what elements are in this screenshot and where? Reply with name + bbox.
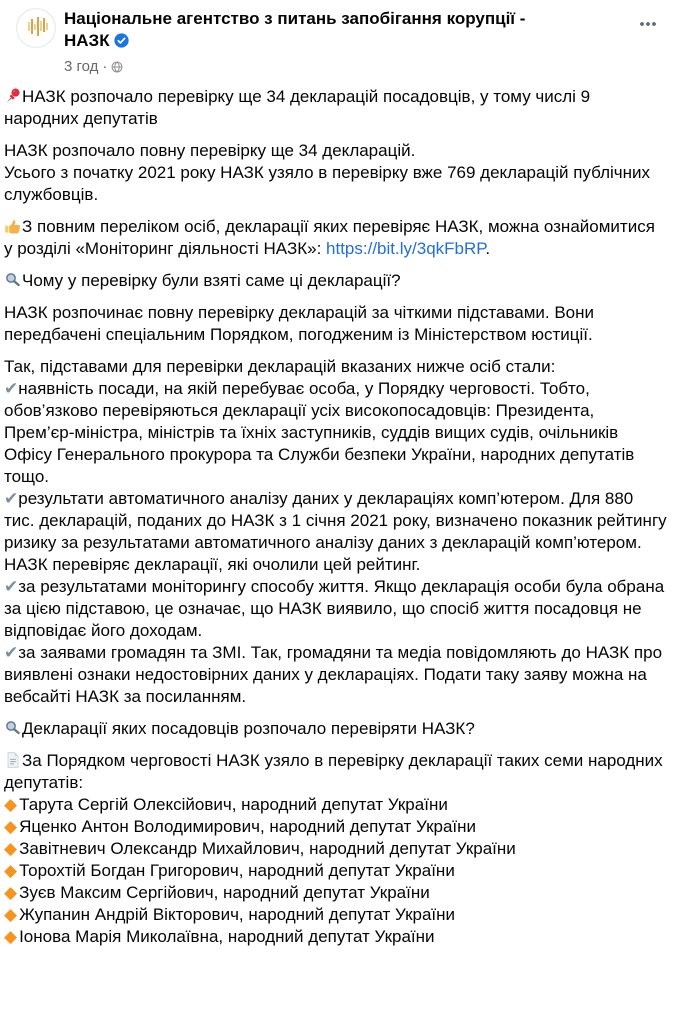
post-text: З повним переліком осіб, декларації яких перевіряє НАЗК, можна ознайомитися у розділі «Моніторинг діяльності НАЗК»: — [4, 217, 655, 258]
post-text: НАЗК розпочинає повну перевірку декларацій за чіткими підставами. Вони передбачені спеціальним Порядком, погодженим із Міністерством юстиції. — [4, 303, 595, 344]
magnifier-icon — [4, 719, 22, 737]
post-line — [4, 86, 668, 130]
post-text: наявність посади, на якій перебуває особа, у Порядку черговості. Тобто, обов’язково перевіряються декларації усіх високопосадовців: Президента, Прем’єр-міністра, міністрів та їхніх заступників, суддів вищих судів, очільників Офісу Генерального прокурора та Служби безпеки України, народних депутатів тощо. — [4, 379, 635, 486]
post-line — [4, 216, 668, 260]
header-info — [64, 8, 630, 76]
orange-diamond-icon: ◆ — [4, 927, 18, 947]
post-line — [4, 302, 668, 346]
post-paragraph — [4, 302, 668, 346]
post-link[interactable]: https://bit.ly/3qkFbRP — [326, 239, 486, 258]
post-line — [4, 356, 668, 378]
post-text: Декларації яких посадовців розпочало перевіряти НАЗК? — [22, 719, 475, 738]
post-line — [4, 816, 668, 838]
thumbs-up-icon — [4, 217, 22, 235]
magnifier-icon — [4, 271, 22, 289]
orange-diamond-icon: ◆ — [4, 905, 18, 925]
check-mark-icon: ✔ — [4, 577, 19, 597]
post-text: Іонова Марія Миколаївна, народний депутат України — [19, 927, 435, 946]
post-body — [0, 78, 674, 948]
post-text: Чому у перевірку були взяті саме ці декларації? — [22, 271, 401, 290]
verified-badge-icon — [114, 32, 129, 54]
post-text: Тарута Сергій Олексійович, народний депутат України — [19, 795, 448, 814]
check-mark-icon: ✔ — [4, 379, 19, 399]
globe-icon — [111, 61, 123, 73]
post-text: Жупанин Андрій Вікторович, народний депутат України — [19, 905, 456, 924]
post-text: результати автоматичного аналізу даних у деклараціях комп’ютером. Для 880 тис. декларацій, поданих до НАЗК з 1 січня 2021 року, визначено показник рейтингу ризику за результатами автоматичного аналізу даних з декларацій комп’ютером. НАЗК перевіряє декларації, які очолили цей рейтинг. — [4, 489, 667, 574]
post-text: Торохтій Богдан Григорович, народний депутат України — [19, 861, 455, 880]
check-mark-icon: ✔ — [4, 643, 19, 663]
post-paragraph — [4, 718, 668, 740]
post-line — [4, 794, 668, 816]
timestamp[interactable]: 3 год — [64, 58, 99, 75]
post-paragraph — [4, 356, 668, 708]
orange-diamond-icon: ◆ — [4, 795, 18, 815]
post-line — [4, 642, 668, 708]
post-line — [4, 904, 668, 926]
post-text: НАЗК розпочало повну перевірку ще 34 декларацій. — [4, 141, 416, 160]
post-paragraph — [4, 750, 668, 948]
more-options-icon — [638, 21, 658, 38]
post-text: Завітневич Олександр Михайлович, народний депутат України — [19, 839, 516, 858]
orange-diamond-icon: ◆ — [4, 839, 18, 859]
post-paragraph — [4, 86, 668, 130]
nazk-logo-icon — [16, 8, 56, 48]
post-line — [4, 882, 668, 904]
post-paragraph — [4, 216, 668, 260]
post-paragraph — [4, 270, 668, 292]
post-text: Зуєв Максим Сергійович, народний депутат України — [19, 883, 430, 902]
post-text: Яценко Антон Володимирович, народний депутат України — [19, 817, 477, 836]
pushpin-icon — [4, 87, 22, 105]
post-line — [4, 750, 668, 794]
post-meta — [64, 57, 630, 76]
post-text: . — [485, 239, 491, 258]
post-line — [4, 162, 668, 206]
post-text: За Порядком черговості НАЗК узяло в перевірку декларації таких семи народних депутатів: — [4, 751, 663, 792]
post-text: за заявами громадян та ЗМІ. Так, громадяни та медіа повідомляють до НАЗК про виявлені ознаки недостовірних даних у деклараціях. Подати таку заяву можна на вебсайті НАЗК за посиланням. — [4, 643, 663, 706]
post-text: Усього з початку 2021 року НАЗК узяло в перевірку вже 769 декларацій публічних службовців. — [4, 163, 651, 204]
check-mark-icon: ✔ — [4, 489, 19, 509]
meta-separator: · — [102, 58, 108, 75]
post-paragraph — [4, 140, 668, 206]
orange-diamond-icon: ◆ — [4, 861, 18, 881]
post-line — [4, 718, 668, 740]
post-line — [4, 860, 668, 882]
post-line — [4, 270, 668, 292]
avatar[interactable] — [16, 8, 56, 48]
orange-diamond-icon: ◆ — [4, 817, 18, 837]
page-icon — [4, 751, 22, 769]
page-name[interactable]: Національне агентство з питань запобігання корупції - НАЗК — [64, 9, 526, 50]
post-line — [4, 576, 668, 642]
more-options-button[interactable] — [630, 8, 662, 39]
post-text: за результатами моніторингу способу життя. Якщо декларація особи була обрана за цією підставою, це означає, що НАЗК виявило, що спосіб життя посадовця не відповідає його доходам. — [4, 577, 665, 640]
post-line — [4, 838, 668, 860]
post-line — [4, 926, 668, 948]
post-line — [4, 488, 668, 576]
post-text: Так, підставами для перевірки декларацій вказаних нижче осіб стали: — [4, 357, 556, 376]
post-line — [4, 378, 668, 488]
orange-diamond-icon: ◆ — [4, 883, 18, 903]
post-header — [0, 0, 674, 78]
post-line — [4, 140, 668, 162]
post-text: НАЗК розпочало перевірку ще 34 декларацій посадовців, у тому числі 9 народних депутатів — [4, 87, 591, 128]
